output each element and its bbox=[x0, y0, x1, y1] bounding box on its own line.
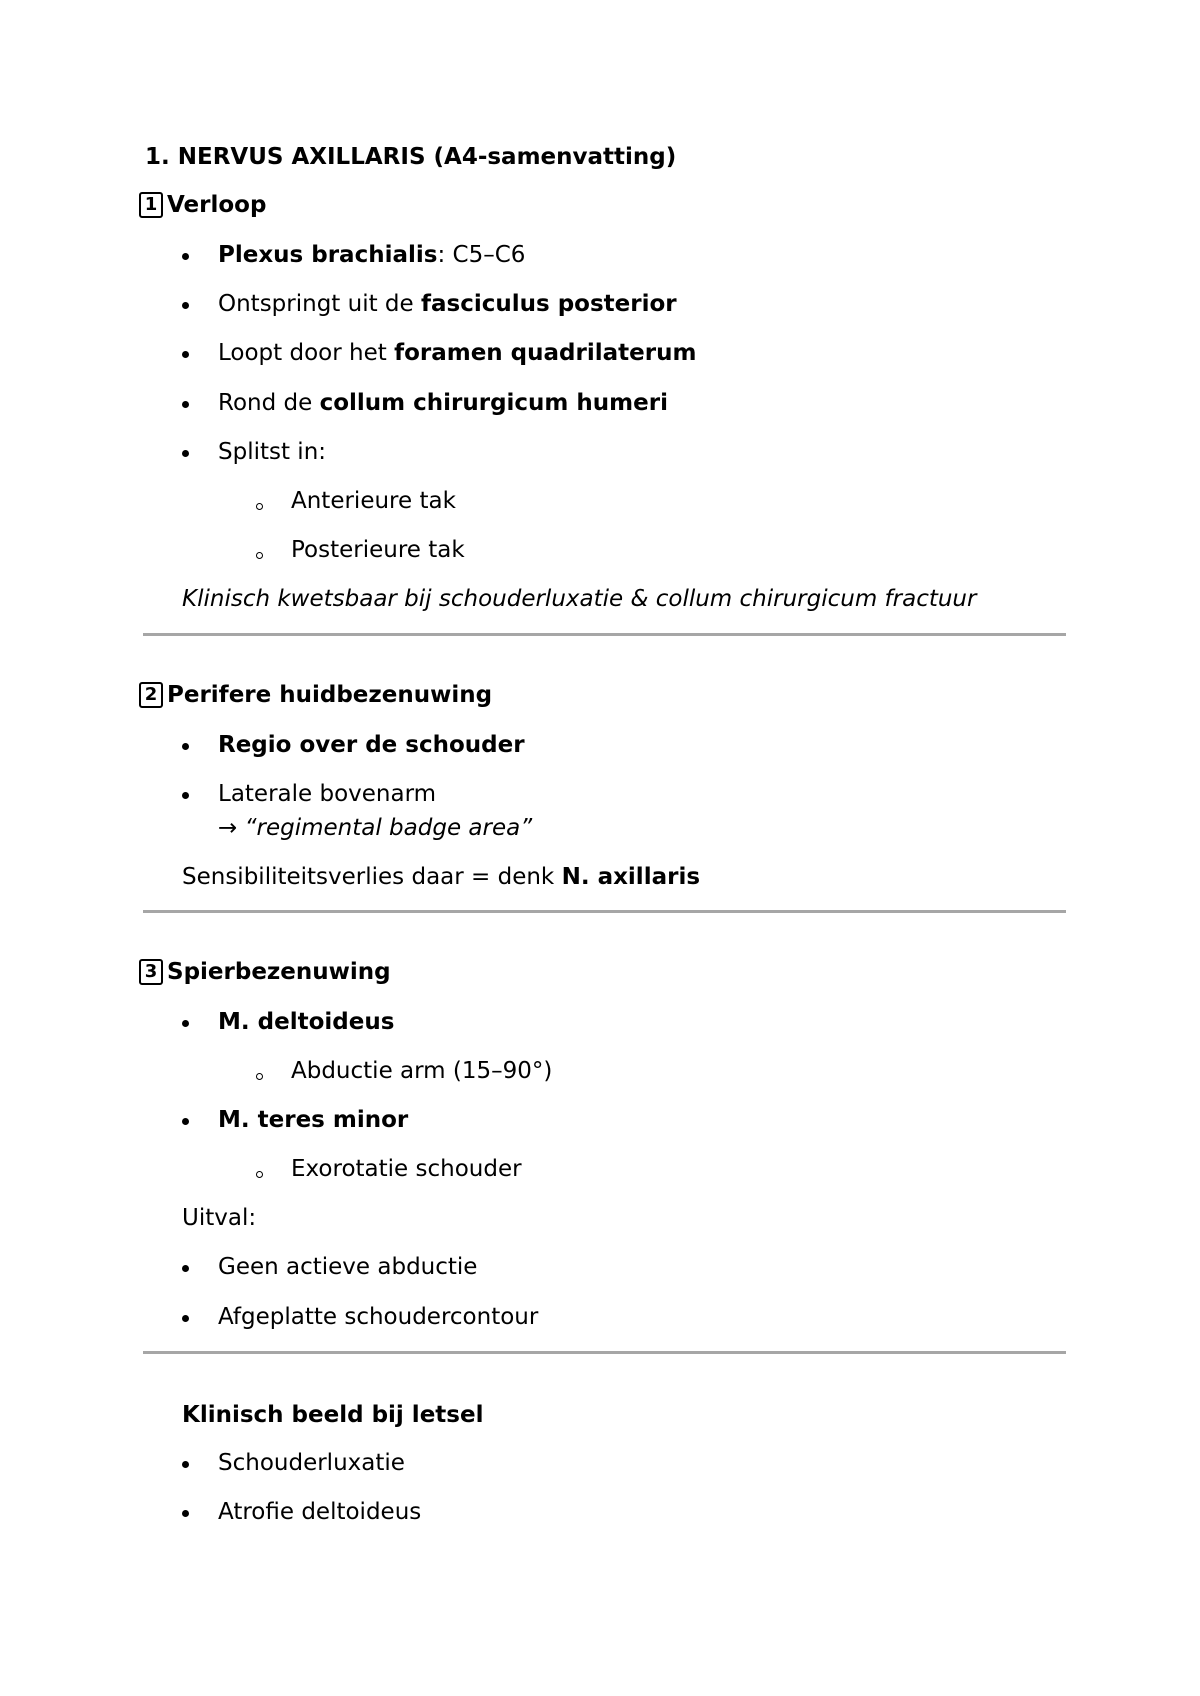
bullet-icon bbox=[182, 1510, 189, 1517]
circle-bullet-icon bbox=[256, 503, 263, 510]
italic-text: “regimental badge area” bbox=[244, 815, 533, 841]
document-title: 1. NERVUS AXILLARIS (A4-samenvatting) bbox=[145, 144, 677, 170]
bullet-icon bbox=[182, 743, 189, 750]
list-item bbox=[218, 338, 696, 368]
list-item bbox=[218, 289, 677, 319]
plain-text: Ontspringt uit de bbox=[218, 291, 421, 317]
bullet-icon bbox=[182, 351, 189, 358]
plain-text: : C5–C6 bbox=[437, 242, 526, 268]
bullet-icon bbox=[182, 1461, 189, 1468]
bullet-icon bbox=[182, 1020, 189, 1027]
clinical-note bbox=[182, 862, 700, 892]
bullet-icon bbox=[182, 1315, 189, 1322]
list-item: M. deltoideus bbox=[218, 1009, 395, 1035]
list-item: Afgeplatte schoudercontour bbox=[218, 1304, 539, 1330]
sub-list-item: Anterieure tak bbox=[291, 488, 456, 514]
bullet-icon bbox=[182, 792, 189, 799]
circle-bullet-icon bbox=[256, 1171, 263, 1178]
plain-text: Rond de bbox=[218, 390, 320, 416]
bullet-icon bbox=[182, 401, 189, 408]
clinical-note: Klinisch kwetsbaar bij schouderluxatie & collum chirurgicum fractuur bbox=[182, 586, 977, 612]
arrow-text: → bbox=[218, 815, 245, 841]
section-spierbezenuwing-heading bbox=[139, 957, 391, 987]
list-item bbox=[218, 240, 525, 270]
number-two-icon: 2 bbox=[139, 682, 163, 708]
list-item: Splitst in: bbox=[218, 439, 327, 465]
list-item bbox=[218, 388, 668, 418]
bullet-icon bbox=[182, 302, 189, 309]
list-item: Laterale bovenarm bbox=[218, 781, 437, 807]
uitval-label: Uitval: bbox=[182, 1205, 257, 1231]
number-one-icon: 1 bbox=[139, 192, 163, 218]
section-heading-text: Spierbezenuwing bbox=[167, 959, 391, 985]
divider bbox=[143, 910, 1066, 913]
bold-text: N. axillaris bbox=[561, 864, 701, 890]
section-heading-text: Verloop bbox=[167, 192, 267, 218]
bullet-icon bbox=[182, 450, 189, 457]
list-item-continuation bbox=[218, 813, 532, 843]
circle-bullet-icon bbox=[256, 1073, 263, 1080]
divider bbox=[143, 633, 1066, 636]
bold-text: collum chirurgicum humeri bbox=[319, 390, 668, 416]
list-item: Schouderluxatie bbox=[218, 1450, 405, 1476]
sub-list-item: Exorotatie schouder bbox=[291, 1156, 522, 1182]
bold-text: Plexus brachialis bbox=[218, 242, 438, 268]
bold-text: fasciculus posterior bbox=[421, 291, 677, 317]
list-item: Atrofie deltoideus bbox=[218, 1499, 422, 1525]
section-heading-text: Perifere huidbezenuwing bbox=[167, 682, 493, 708]
sub-list-item: Abductie arm (15–90°) bbox=[291, 1058, 553, 1084]
bullet-icon bbox=[182, 1118, 189, 1125]
circle-bullet-icon bbox=[256, 552, 263, 559]
section-huidbezenuwing-heading bbox=[139, 680, 492, 710]
plain-text: Loopt door het bbox=[218, 340, 395, 366]
number-three-icon: 3 bbox=[139, 959, 163, 985]
bullet-icon bbox=[182, 1265, 189, 1272]
divider bbox=[143, 1351, 1066, 1354]
bold-text: foramen quadrilaterum bbox=[394, 340, 697, 366]
section-verloop-heading bbox=[139, 190, 266, 220]
list-item: Geen actieve abductie bbox=[218, 1254, 478, 1280]
list-item: M. teres minor bbox=[218, 1107, 409, 1133]
plain-text: Sensibiliteitsverlies daar = denk bbox=[182, 864, 562, 890]
section-klinisch-beeld-heading: Klinisch beeld bij letsel bbox=[182, 1402, 484, 1428]
bullet-icon bbox=[182, 253, 189, 260]
list-item: Regio over de schouder bbox=[218, 732, 525, 758]
sub-list-item: Posterieure tak bbox=[291, 537, 465, 563]
